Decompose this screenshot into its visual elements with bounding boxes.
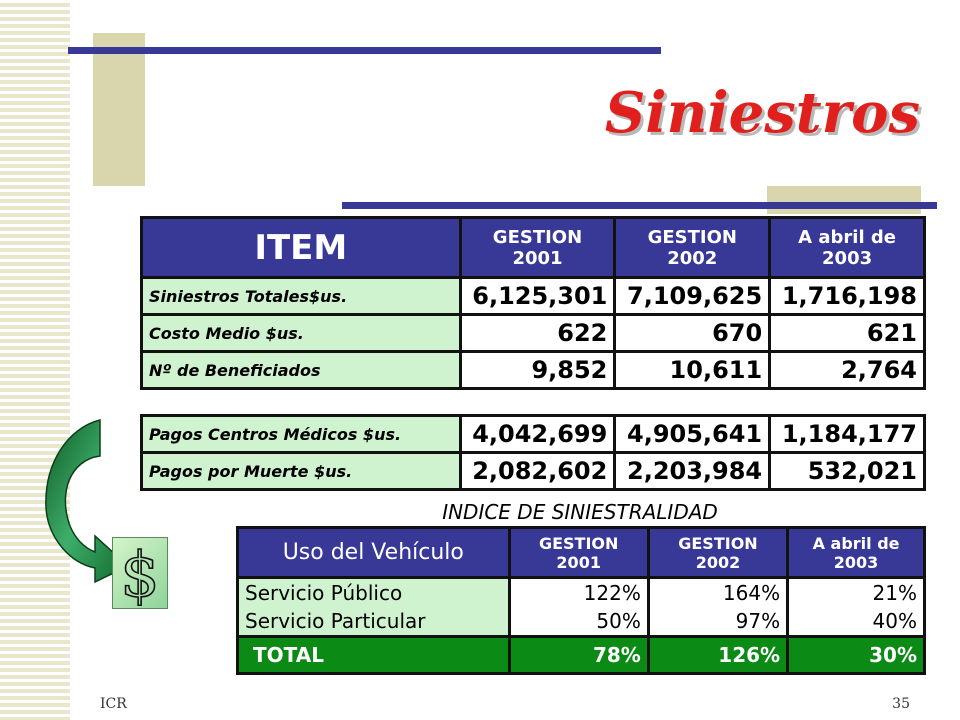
- cell-value: 1,184,177: [770, 416, 925, 453]
- cell-value: 4,042,699: [460, 416, 615, 453]
- left-stripe-decoration: [0, 0, 70, 720]
- header-2002: GESTION 2002: [648, 528, 787, 578]
- cell-value: 1,716,198: [770, 278, 925, 315]
- tan-block-top-left: [93, 33, 145, 186]
- cell-value: 21%: [788, 578, 925, 608]
- svg-text:$: $: [120, 538, 160, 608]
- header-2003: A abril de 2003: [770, 218, 925, 278]
- total-row: [238, 637, 925, 674]
- table-row: [238, 578, 925, 608]
- footer-left: ICR: [100, 696, 127, 712]
- cell-value: 40%: [788, 607, 925, 637]
- cell-value: 2,082,602: [460, 453, 615, 490]
- cell-value: 50%: [509, 607, 648, 637]
- dollar-icon: [112, 537, 168, 609]
- row-label: Costo Medio $us.: [142, 315, 461, 352]
- cell-value: 622: [460, 315, 615, 352]
- cell-value: 670: [615, 315, 770, 352]
- cell-value: 2,764: [770, 352, 925, 389]
- row-label: Servicio Particular: [238, 607, 510, 637]
- cell-value: 2,203,984: [615, 453, 770, 490]
- slide-title: Siniestros: [604, 80, 920, 146]
- cell-value: 97%: [648, 607, 787, 637]
- blue-bar-top: [68, 47, 661, 54]
- row-label: Pagos por Muerte $us.: [142, 453, 461, 490]
- siniestros-table: [140, 216, 926, 390]
- table-row: [238, 607, 925, 637]
- total-label: TOTAL: [238, 637, 510, 674]
- table-row: [142, 315, 925, 352]
- cell-value: 122%: [509, 578, 648, 608]
- total-value: 78%: [509, 637, 648, 674]
- header-2003: A abril de 2003: [788, 528, 925, 578]
- blue-bar-middle: [342, 202, 937, 209]
- cell-value: 6,125,301: [460, 278, 615, 315]
- indice-caption: INDICE DE SINIESTRALIDAD: [442, 500, 718, 524]
- cell-value: 621: [770, 315, 925, 352]
- header-2001: GESTION 2001: [460, 218, 615, 278]
- total-value: 30%: [788, 637, 925, 674]
- row-label: Nº de Beneficiados: [142, 352, 461, 389]
- cell-value: 10,611: [615, 352, 770, 389]
- page-number: 35: [892, 696, 910, 712]
- table-row: [142, 416, 925, 453]
- cell-value: 7,109,625: [615, 278, 770, 315]
- row-label: Servicio Público: [238, 578, 510, 608]
- total-value: 126%: [648, 637, 787, 674]
- row-label: Siniestros Totales$us.: [142, 278, 461, 315]
- cell-value: 164%: [648, 578, 787, 608]
- cell-value: 4,905,641: [615, 416, 770, 453]
- row-label: Pagos Centros Médicos $us.: [142, 416, 461, 453]
- pagos-table: [140, 414, 926, 491]
- header-2001: GESTION 2001: [509, 528, 648, 578]
- header-2002: GESTION 2002: [615, 218, 770, 278]
- header-uso: Uso del Vehículo: [238, 528, 510, 578]
- table-row: [142, 278, 925, 315]
- cell-value: 9,852: [460, 352, 615, 389]
- table-row: [142, 453, 925, 490]
- cell-value: 532,021: [770, 453, 925, 490]
- indice-table: [236, 526, 926, 675]
- table-row: [142, 352, 925, 389]
- tan-block-right: [767, 186, 921, 214]
- header-item: ITEM: [142, 218, 461, 278]
